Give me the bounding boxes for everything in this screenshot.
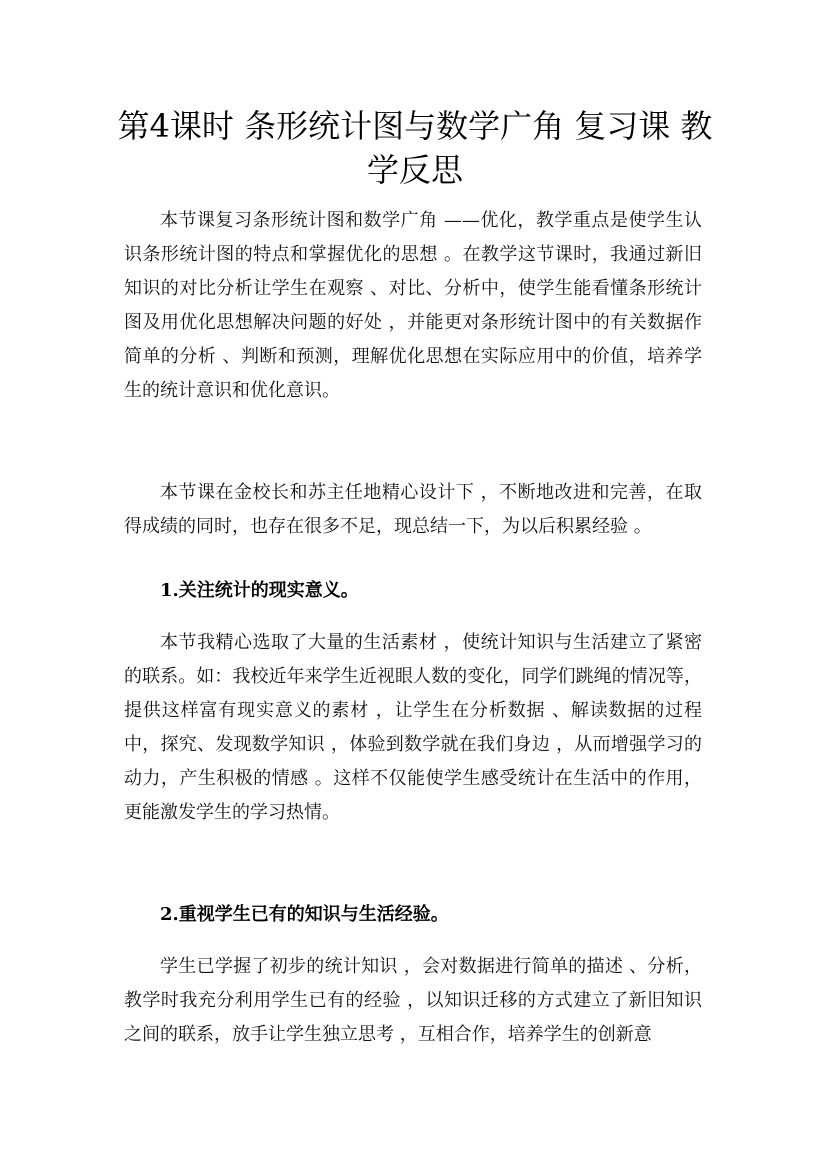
- document-title: 第4课时 条形统计图与数学广角 复习课 教学反思: [117, 107, 713, 189]
- paragraph-intro: 本节课复习条形统计图和数学广角 ——优化，教学重点是使学生认识条形统计图的特点和掌握优化的思想 。在教学这节课时，我通过新旧知识的对比分析让学生在观察 、对比、分析中，使学生能看懂条形统计图及用优化思想解决问题的好处 ，并能更对条形统计图中的有关数据作简单的分析 、判断和预测，理解优化思想在实际应用中的价值，培养学生的统计意识和优化意识。: [124, 210, 702, 401]
- section-text-1: 本节我精心选取了大量的生活素材 ，使统计知识与生活建立了紧密的联系。如：我校近年来学生近视眼人数的变化，同学们跳绳的情况等，提供这样富有现实意义的素材 ，让学生在分析数据 、解读数据的过程中，探究、发现数学知识 ，体验到数学就在我们身边 ，从而增强学习的动力，产生积极的情感 。这样不仅能使学生感受统计在生活中的作用，更能激发学生的学习热情。: [124, 632, 702, 823]
- section-heading-2: 2.重视学生已有的知识与生活经验。: [160, 904, 449, 925]
- section-heading-1: 1.关注统计的现实意义。: [160, 580, 359, 601]
- paragraph-summary: 本节课在金校长和苏主任地精心设计下 ，不断地改进和完善，在取得成绩的同时，也存在很多不足，现总结一下，为以后积累经验 。: [124, 482, 702, 537]
- section-text-2: 学生已学握了初步的统计知识 ，会对数据进行简单的描述 、分析，教学时我充分利用学生已有的经验 ，以知识迁移的方式建立了新旧知识之间的联系，放手让学生独立思考 ，互相合作，培养学生的创新意: [124, 956, 702, 1045]
